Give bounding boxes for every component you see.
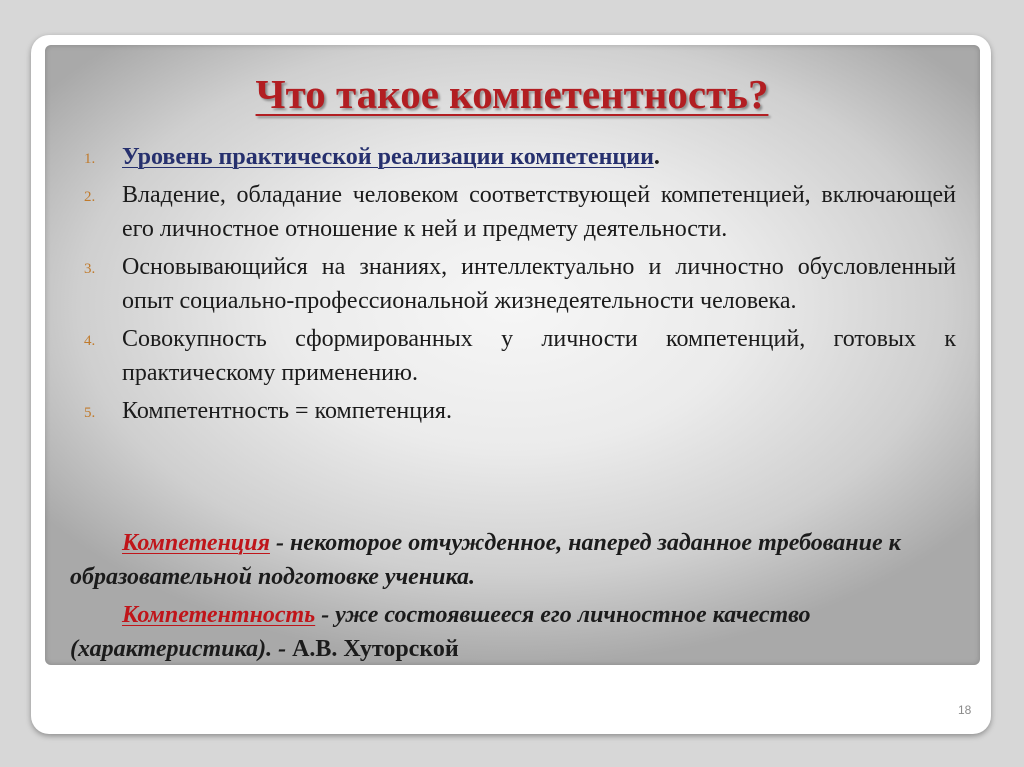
definition-author: А.В. Хуторской	[292, 636, 459, 662]
definition-text: - некоторое отчужденное, наперед заданное требование к образовательной подготовке ученика.	[70, 530, 901, 590]
list-item	[74, 322, 956, 390]
definition-competence	[70, 526, 950, 594]
list-item-text: Основывающийся на знаниях, интеллектуально и личностно обусловленный опыт социально-профессиональной жизнедеятельности человека.	[122, 254, 956, 314]
definition-list	[74, 140, 956, 432]
list-number: 1.	[84, 151, 96, 167]
page-number: 18	[958, 703, 972, 717]
definition-term: Компетентность	[122, 602, 316, 628]
list-item	[74, 140, 956, 174]
list-number: 4.	[84, 333, 96, 349]
list-number: 3.	[84, 261, 96, 277]
list-item-text: Компетентность = компетенция.	[122, 398, 452, 424]
list-item	[74, 250, 956, 318]
definition-text: - уже состоявшееся его личностное качество (характеристика). -	[70, 602, 811, 662]
definition-competency	[70, 598, 950, 666]
list-item	[74, 394, 956, 428]
list-item	[74, 178, 956, 246]
list-item-period: .	[653, 144, 660, 170]
list-number: 2.	[84, 189, 96, 205]
list-number: 5.	[84, 405, 96, 421]
definition-term: Компетенция	[122, 530, 270, 556]
list-item-text: Совокупность сформированных у личности компетенций, готовых к практическому применению.	[122, 326, 956, 386]
list-item-text: Владение, обладание человеком соответствующей компетенцией, включающей его личностное отношение к ней и предмету деятельности.	[122, 182, 956, 242]
list-item-text: Уровень практической реализации компетенции	[122, 144, 654, 170]
slide-title: Что такое компетентность?	[255, 71, 769, 117]
